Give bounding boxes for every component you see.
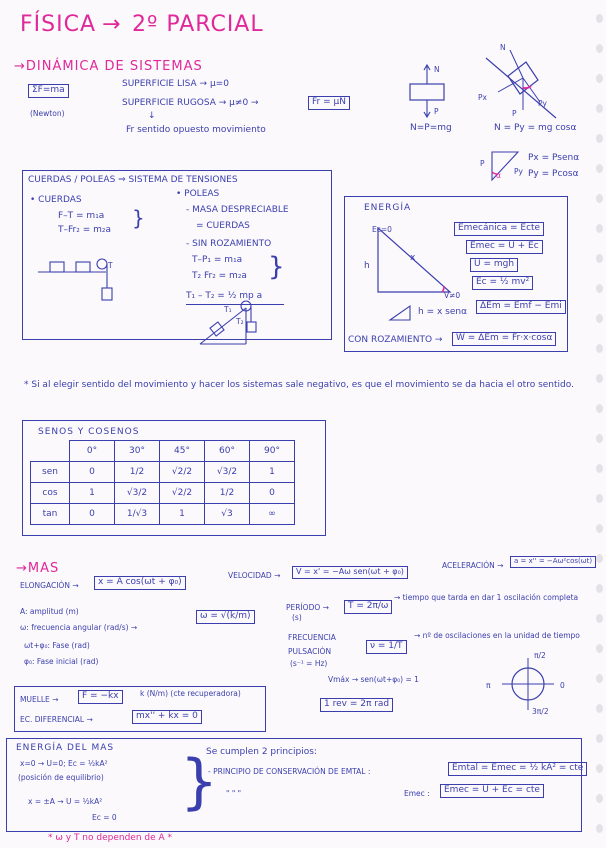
omega-formula: ω = √(k/m) <box>196 610 255 624</box>
k-note: k (N/m) (cte recuperadora) <box>140 689 241 698</box>
superficie-rugosa: SUPERFICIE RUGOSA → μ≠0 → <box>122 98 259 108</box>
periodo-note: → tiempo que tarda en dar 1 oscilación completa <box>394 593 579 602</box>
poleas-sin-roz: - SIN ROZAMIENTO <box>186 239 272 249</box>
triangle-alpha: α <box>496 171 501 180</box>
superficie-lisa: SUPERFICIE LISA → μ=0 <box>122 79 229 89</box>
energia-mas-l2: (posición de equilibrio) <box>18 773 104 782</box>
dinamica-heading: →DINÁMICA DE SISTEMAS <box>14 59 203 74</box>
newton-formula: ΣF=ma <box>28 84 69 98</box>
incline-label-px: Px <box>478 93 487 102</box>
elongacion-label: ELONGACIÓN → <box>20 581 79 590</box>
label-p: P <box>434 107 439 116</box>
energy-f2: Emec = U + Ec <box>466 240 543 254</box>
energia-title: ENERGÍA <box>364 203 412 213</box>
aceleracion-formula: a = x'' = −Aω²cos(ωt) <box>510 556 596 568</box>
energy-f4: Ec = ½ mv² <box>472 276 533 290</box>
amplitud: A: amplitud (m) <box>20 607 79 616</box>
newton-label: (Newton) <box>30 109 65 118</box>
table-cell: √2/2 <box>160 483 205 504</box>
circle-left: π <box>486 681 491 690</box>
poleas-masa: - MASA DESPRECIABLE <box>186 205 289 215</box>
cuerdas-eq2: T–Fr₂ = m₂a <box>58 225 111 235</box>
energy-f5: ΔEm = Emf − Emi <box>476 300 566 314</box>
periodo-formula: T = 2π/ω <box>344 600 392 614</box>
circle-top: π/2 <box>534 651 546 660</box>
frecuencia-formula: ν = 1/T <box>366 640 407 654</box>
table-cell: √3 <box>205 504 250 525</box>
muelle-label: MUELLE → <box>20 695 59 704</box>
frecuencia-label: FRECUENCIA <box>288 633 336 642</box>
principio-2: Emec : <box>404 789 430 798</box>
energy-incline-eq: h = x senα <box>418 307 468 317</box>
table-cell: √3/2 <box>115 483 160 504</box>
table-cell: √2/2 <box>160 462 205 483</box>
table-row <box>31 504 295 525</box>
rev-formula: 1 rev = 2π rad <box>320 698 393 712</box>
down-arrow: ↓ <box>148 111 156 121</box>
energy-f1: Emecánica = Ecte <box>454 222 544 236</box>
periodo-units: (s) <box>292 613 302 622</box>
table-cell: 1 <box>160 504 205 525</box>
energia-mas-l4: Ec = 0 <box>92 813 117 822</box>
table-cell: 0 <box>70 504 115 525</box>
force-triangle <box>488 146 528 186</box>
table-cell: 1/√3 <box>115 504 160 525</box>
energia-mas-title: ENERGÍA DEL MAS <box>16 743 115 753</box>
circle-bottom: 3π/2 <box>532 707 549 716</box>
table-header-row <box>31 441 295 462</box>
frecuencia-angular: ω: frecuencia angular (rad/s) → <box>20 623 138 632</box>
vmax-note: Vmáx → sen(ωt+φ₀) = 1 <box>328 675 419 684</box>
energy-rozamiento: CON ROZAMIENTO → <box>348 335 443 345</box>
energy-h: h <box>364 261 370 271</box>
poleas-eq3: T–P₁ = m₁a <box>192 255 243 265</box>
cuerdas-diagram <box>36 252 116 312</box>
table-cell: 1/2 <box>115 462 160 483</box>
page-subtitle: 2º PARCIAL <box>132 12 264 37</box>
friction-note: Fr sentido opuesto movimiento <box>126 125 266 135</box>
poleas-brace: } <box>268 252 285 282</box>
energy-vmax: V≠0 <box>444 291 461 300</box>
fase: ωt+φ₀: Fase (rad) <box>24 641 90 650</box>
unit-circle-diagram <box>498 651 558 714</box>
row-label: tan <box>31 504 70 525</box>
incline-label-n: N <box>500 43 506 52</box>
energy-ec0: Ec=0 <box>372 225 392 234</box>
horizontal-block-diagram <box>400 62 460 122</box>
frecuencia-note: → nº de oscilaciones en la unidad de tiempo <box>414 631 580 640</box>
incline-normal: N = Py = mg cosα <box>494 123 577 133</box>
table-header: 30° <box>115 441 160 462</box>
table-cell: 0 <box>70 462 115 483</box>
cuerdas-eq1: F–T = m₁a <box>58 211 105 221</box>
muelle-formula: F = −kx <box>78 690 123 704</box>
table-title: SENOS Y COSENOS <box>38 427 140 437</box>
principio-2-marks: " " " <box>226 789 242 798</box>
row-label: sen <box>31 462 70 483</box>
nota-omega: * ω y T no dependen de A * <box>48 833 173 843</box>
aceleracion-label: ACELERACIÓN → <box>442 561 504 570</box>
binder-holes <box>590 0 606 848</box>
energy-roz-formula: W = ΔEm = Fr·x·cosα <box>452 332 556 346</box>
energia-mas-l3: x = ±A → U = ½kA² <box>28 797 103 806</box>
mas-heading: →MAS <box>16 561 60 576</box>
poleas-label: • POLEAS <box>176 189 220 199</box>
energy-incline-diagram <box>372 222 462 302</box>
incline-label-p: P <box>512 109 517 118</box>
pulsacion-label: PULSACIÓN <box>288 647 332 656</box>
velocidad-formula: V = x' = −Aω sen(ωt + φ₀) <box>292 566 408 579</box>
table-cell: 1/2 <box>205 483 250 504</box>
poleas-eq5: T₁ – T₂ = ½ mp a <box>186 291 263 301</box>
poleas-masa2: = CUERDAS <box>196 221 250 231</box>
page-title: FÍSICA <box>20 12 97 37</box>
fase-inicial: φ₀: Fase inicial (rad) <box>24 657 99 666</box>
periodo-label: PERÍODO → <box>286 603 329 612</box>
table-row <box>31 462 295 483</box>
table-cell: ∞ <box>250 504 295 525</box>
freq-units: (s⁻¹ = Hz) <box>290 659 328 668</box>
incline-diagram <box>478 40 568 120</box>
elongacion-formula: x = A cos(ωt + φ₀) <box>94 576 186 590</box>
note-sentido: * Si al elegir sentido del movimiento y hacer los sistemas sale negativo, es que el movimiento se da hacia el otro sentido. <box>24 380 574 390</box>
px-formula: Px = Psenα <box>528 153 580 163</box>
energia-mas-brace: } <box>180 747 219 817</box>
incline-label-py: Py <box>538 99 547 108</box>
table-row <box>31 483 295 504</box>
table-cell: 0 <box>250 483 295 504</box>
label-n: N <box>434 65 440 74</box>
energy-f3: U = mgh <box>470 258 518 272</box>
pulley-label-t1: T₁ <box>224 305 232 314</box>
principio-2-formula: Emec = U + Ec = cte <box>440 784 544 798</box>
energy-x: x <box>410 253 416 263</box>
small-incline-icon <box>386 304 416 324</box>
table-header: 0° <box>70 441 115 462</box>
ec-dif-formula: mx'' + kx = 0 <box>132 710 202 724</box>
poleas-eq4: T₂ Fr₂ = m₂a <box>192 271 247 281</box>
horizontal-normal: N=P=mg <box>410 123 452 133</box>
triangle-label-p: P <box>480 159 485 168</box>
title-arrow: → <box>102 12 122 37</box>
triangle-label-py: Py <box>514 167 523 176</box>
table-header: 60° <box>205 441 250 462</box>
py-formula: Py = Pcosα <box>528 169 579 179</box>
table-header: 90° <box>250 441 295 462</box>
principio-1-formula: Emtal = Emec = ½ kA² = cte <box>448 762 587 776</box>
energia-mas-l1: x=0 → U=0; Ec = ½kA² <box>20 759 108 768</box>
cuerdas-title: CUERDAS / POLEAS ⇒ SISTEMA DE TENSIONES <box>28 175 238 185</box>
table-header: 45° <box>160 441 205 462</box>
cuerdas-brace: } <box>132 206 145 230</box>
ec-dif-label: EC. DIFERENCIAL → <box>20 715 93 724</box>
row-label: cos <box>31 483 70 504</box>
table-cell: 1 <box>250 462 295 483</box>
principios: Se cumplen 2 principios: <box>206 747 317 757</box>
circle-right: 0 <box>560 681 565 690</box>
velocidad-label: VELOCIDAD → <box>228 571 281 580</box>
table-cell: 1 <box>70 483 115 504</box>
pulley-label-t2: T₂ <box>236 317 244 326</box>
trig-table <box>30 440 295 525</box>
principio-1: - PRINCIPIO DE CONSERVACIÓN DE EMTAL : <box>208 767 371 776</box>
cuerdas-label-t: T <box>108 261 113 270</box>
table-cell: √3/2 <box>205 462 250 483</box>
friction-formula: Fr = μN <box>308 96 350 110</box>
cuerdas-label: • CUERDAS <box>30 195 82 205</box>
